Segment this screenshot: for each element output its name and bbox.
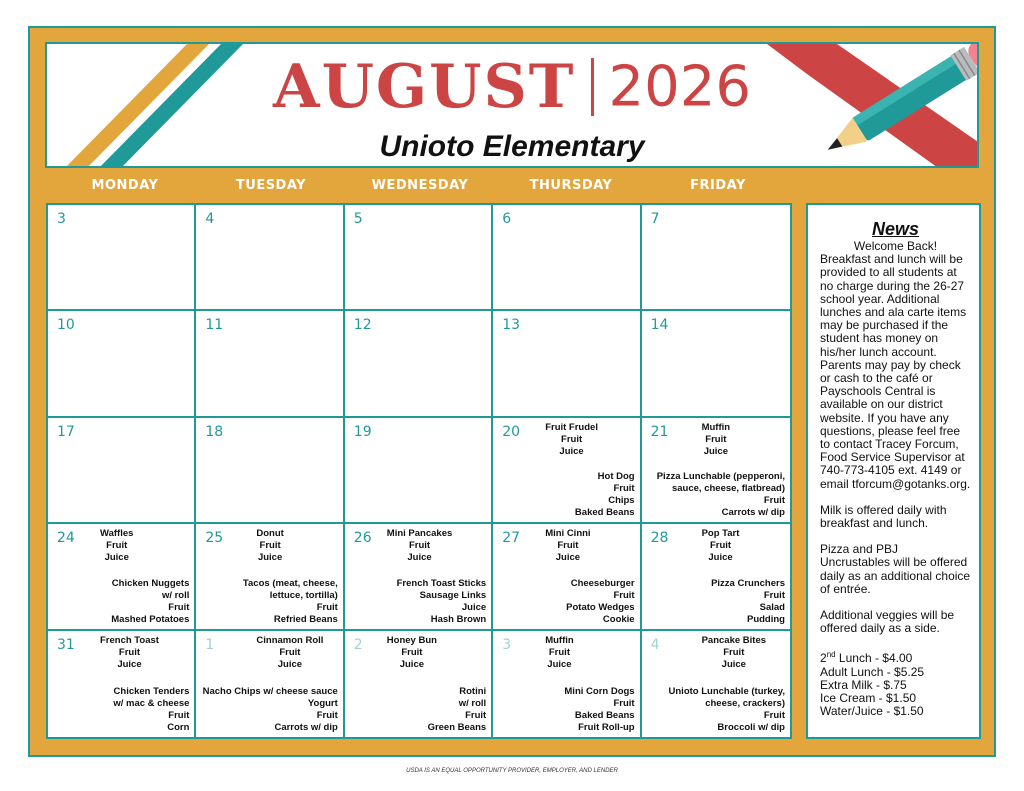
- menu-item: Juice: [407, 552, 432, 564]
- menu-item: Corn: [167, 722, 190, 733]
- menu-item: Salad: [759, 601, 785, 613]
- menu-item: Fruit: [465, 710, 487, 721]
- menu-item: Refried Beans: [273, 613, 338, 625]
- menu-item: Fruit: [709, 540, 732, 552]
- menu-item: French Toast: [100, 634, 159, 646]
- menu-item: Mini Corn Dogs: [564, 686, 635, 697]
- day-cell: [493, 205, 641, 311]
- breakfast-menu: [545, 528, 590, 564]
- day-number: 6: [502, 211, 512, 227]
- menu-item: Cheeseburger: [570, 577, 635, 589]
- menu-item: cheese, crackers): [705, 698, 785, 709]
- day-header-thursday: THURSDAY: [529, 178, 613, 193]
- day-cell: [196, 631, 344, 737]
- breakfast-menu: [702, 635, 766, 671]
- menu-item: Fruit: [259, 540, 281, 552]
- lunch-menu: [113, 686, 189, 734]
- day-number: 10: [57, 317, 75, 334]
- menu-item: Muffin: [701, 421, 731, 433]
- day-header-tuesday: TUESDAY: [235, 178, 307, 193]
- day-header-wednesday: WEDNESDAY: [371, 178, 469, 193]
- menu-item: Carrots w/ dip: [721, 507, 785, 519]
- menu-item: Fruit: [561, 433, 583, 445]
- day-cell: [642, 524, 790, 630]
- menu-item: Fruit: [548, 646, 570, 658]
- menu-item: Chicken Tenders: [113, 686, 190, 697]
- menu-item: Potato Wedges: [566, 601, 635, 613]
- menu-item: Fruit: [613, 483, 635, 495]
- lunch-menu: [111, 578, 189, 626]
- menu-item: Juice: [559, 445, 584, 457]
- breakfast-menu: [702, 422, 731, 458]
- menu-item: Juice: [399, 658, 425, 670]
- menu-item: Pizza Lunchable (pepperoni,: [656, 471, 785, 483]
- news-paragraph: Additional veggies will be offered daily as a side.: [820, 608, 955, 636]
- day-number: 28: [650, 530, 669, 547]
- menu-item: Pop Tart: [701, 528, 740, 540]
- menu-item: Muffin: [545, 634, 574, 646]
- day-number: 13: [502, 317, 521, 334]
- menu-item: Fruit: [763, 589, 785, 601]
- menu-item: Donut: [256, 528, 284, 540]
- day-cell: [345, 524, 493, 630]
- menu-item: Juice: [277, 658, 303, 670]
- news-paragraph: Milk is offered daily with breakfast and lunch.: [820, 502, 947, 531]
- day-cell: [642, 418, 790, 524]
- menu-item: Fruit: [705, 433, 727, 445]
- school-name: Unioto Elementary: [379, 130, 645, 163]
- lunch-menu: [669, 686, 785, 734]
- menu-item: Fruit: [408, 540, 431, 552]
- breakfast-menu: [545, 635, 574, 671]
- day-cell: [345, 311, 493, 417]
- menu-item: Baked Beans: [574, 507, 635, 519]
- day-number: 3: [502, 636, 512, 653]
- lunch-menu: [397, 578, 487, 626]
- menu-item: Fruit: [168, 710, 190, 721]
- day-number: 1: [205, 636, 215, 653]
- menu-item: Fruit: [279, 646, 301, 658]
- menu-item: Juice: [461, 601, 487, 613]
- usda-footer: USDA IS AN EQUAL OPPORTUNITY PROVIDER, EMPLOYER, AND LENDER: [406, 768, 618, 774]
- price-item: Adult Lunch - $5.25: [820, 664, 925, 679]
- breakfast-menu: [100, 528, 133, 564]
- menu-item: Chips: [608, 495, 635, 507]
- lunch-menu: [243, 578, 338, 626]
- price-item: 2nd Lunch - $4.00: [820, 650, 913, 666]
- price-item: Water/Juice - $1.50: [820, 704, 924, 719]
- day-cell: [48, 205, 196, 311]
- menu-item: Pudding: [746, 613, 785, 625]
- menu-item: Tacos (meat, cheese,: [242, 577, 338, 589]
- menu-item: Green Beans: [427, 722, 487, 733]
- menu-item: Juice: [117, 658, 142, 670]
- menu-item: Mini Cinni: [545, 528, 591, 540]
- news-title: News: [871, 219, 920, 239]
- day-number: 3: [57, 211, 66, 227]
- menu-item: Juice: [257, 552, 283, 564]
- price-item: Extra Milk - $.75: [820, 677, 907, 692]
- lunch-menu: [657, 471, 785, 519]
- menu-item: w/ mac & cheese: [113, 698, 190, 709]
- day-number: 2: [353, 636, 363, 653]
- lunch-menu: [575, 471, 635, 519]
- lunch-menu: [428, 686, 487, 734]
- day-cell: [48, 524, 196, 630]
- calendar-grid: [46, 203, 792, 739]
- menu-item: Hot Dog: [597, 471, 635, 483]
- day-cell: [493, 311, 641, 417]
- menu-item: Juice: [703, 445, 728, 457]
- menu-item: Pizza Crunchers: [711, 577, 785, 589]
- menu-item: Juice: [721, 658, 746, 670]
- menu-item: Juice: [547, 658, 572, 670]
- day-number: 27: [502, 530, 521, 547]
- breakfast-menu: [702, 528, 740, 564]
- day-cell: [493, 631, 641, 737]
- menu-item: Fruit: [723, 646, 745, 658]
- day-cell: [345, 631, 493, 737]
- menu-item: Fruit: [763, 710, 785, 721]
- day-cell: [642, 205, 790, 311]
- menu-item: Baked Beans: [574, 710, 635, 721]
- menu-item: Cinnamon Roll: [256, 634, 324, 646]
- day-cell: [196, 205, 344, 311]
- menu-item: Mashed Potatoes: [111, 613, 190, 625]
- menu-item: Nacho Chips w/ cheese sauce: [202, 686, 338, 697]
- menu-item: Fruit: [316, 601, 338, 613]
- menu-item: Juice: [555, 552, 581, 564]
- header-banner: [45, 42, 979, 168]
- menu-item: lettuce, tortilla): [269, 589, 338, 601]
- menu-item: sauce, cheese, flatbread): [671, 483, 785, 495]
- news-welcome: Welcome Back!: [853, 239, 938, 253]
- breakfast-menu: [256, 635, 323, 671]
- menu-item: Rotini: [459, 686, 487, 697]
- menu-item: Broccoli w/ dip: [717, 722, 785, 733]
- menu-item: Honey Bun: [386, 634, 437, 646]
- menu-item: Mini Pancakes: [386, 528, 453, 540]
- menu-item: Juice: [104, 552, 129, 564]
- day-number: 4: [205, 211, 215, 227]
- menu-item: Cookie: [602, 613, 635, 625]
- day-number: 25: [205, 530, 224, 547]
- day-number: 21: [650, 423, 669, 440]
- menu-item: Yogurt: [307, 698, 338, 709]
- menu-item: Fruit: [168, 601, 190, 613]
- menu-item: w/ roll: [458, 698, 487, 709]
- day-cell: [345, 205, 493, 311]
- menu-item: Fruit: [613, 698, 635, 709]
- day-number: 5: [353, 211, 363, 227]
- breakfast-menu: [545, 422, 598, 458]
- lunch-menu: [566, 578, 634, 626]
- day-cell: [196, 418, 344, 524]
- day-number: 4: [650, 636, 660, 653]
- menu-item: Fruit Frudel: [545, 421, 598, 433]
- menu-item: w/ roll: [161, 589, 190, 601]
- day-cell: [493, 524, 641, 630]
- menu-item: Fruit Roll-up: [578, 722, 635, 733]
- lunch-menu: [711, 578, 785, 626]
- menu-item: Fruit: [401, 646, 423, 658]
- menu-item: Hash Brown: [430, 613, 487, 625]
- day-header-monday: MONDAY: [91, 178, 159, 193]
- day-cell: [196, 311, 344, 417]
- day-number: 14: [650, 317, 669, 334]
- day-number: 12: [353, 317, 372, 334]
- menu-item: Juice: [708, 552, 733, 564]
- day-cell: [345, 418, 493, 524]
- day-number: 18: [205, 423, 224, 440]
- day-number: 11: [205, 317, 224, 334]
- day-cell: [493, 418, 641, 524]
- day-number: 24: [57, 530, 75, 547]
- day-number: 19: [353, 423, 372, 440]
- breakfast-menu: [387, 528, 452, 564]
- pencil-icon: [767, 44, 979, 168]
- menu-item: Fruit: [557, 540, 579, 552]
- day-cell: [48, 311, 196, 417]
- menu-item: Chicken Nuggets: [111, 577, 190, 589]
- news-panel: [806, 203, 981, 739]
- lunch-menu: [564, 686, 634, 734]
- menu-item: Pancake Bites: [701, 634, 767, 646]
- menu-item: Carrots w/ dip: [274, 722, 338, 733]
- breakfast-menu: [100, 635, 159, 671]
- day-number: 26: [353, 530, 372, 547]
- news-paragraph: Breakfast and lunch will be provided to all students at no charge during the 26-27 school year. Additional lunches and ala carte items may be purchased if the student has money on his/her lunch account. Parents may pay by check or cash to the café or Payschools Central is available on our district website. If you have any questions, please feel free to contact Tracey Forcum, Food Service Supervisor at 740-773-4105 ext. 4149 or email tforcum@gotanks.org.: [820, 252, 971, 491]
- news-paragraph: Pizza and PBJ Uncrustables will be offered daily as an additional choice of entrée.: [820, 542, 971, 596]
- day-number: 20: [502, 423, 521, 440]
- breakfast-menu: [387, 635, 437, 671]
- menu-item: Sausage Links: [419, 589, 487, 601]
- menu-item: Fruit: [118, 646, 141, 658]
- month-title: AUGUST: [273, 52, 576, 122]
- day-cell: [48, 418, 196, 524]
- day-number: 31: [57, 636, 75, 653]
- lunch-menu: [203, 686, 338, 734]
- menu-item: Fruit: [763, 495, 785, 507]
- day-number: 17: [57, 423, 75, 440]
- menu-item: Fruit: [106, 540, 128, 552]
- day-header-friday: FRIDAY: [690, 178, 746, 193]
- price-list: [820, 648, 971, 718]
- title-divider: [591, 58, 594, 116]
- year-title: 2026: [608, 54, 751, 120]
- menu-item: French Toast Sticks: [396, 577, 487, 589]
- price-item: Ice Cream - $1.50: [820, 691, 917, 706]
- menu-item: Fruit: [316, 710, 338, 721]
- day-cell: [196, 524, 344, 630]
- menu-item: Fruit: [613, 589, 635, 601]
- day-cell: [48, 631, 196, 737]
- menu-item: Unioto Lunchable (turkey,: [668, 686, 785, 697]
- day-cell: [642, 631, 790, 737]
- day-number: 7: [650, 211, 660, 227]
- breakfast-menu: [256, 528, 283, 564]
- day-cell: [642, 311, 790, 417]
- menu-item: Waffles: [100, 528, 134, 540]
